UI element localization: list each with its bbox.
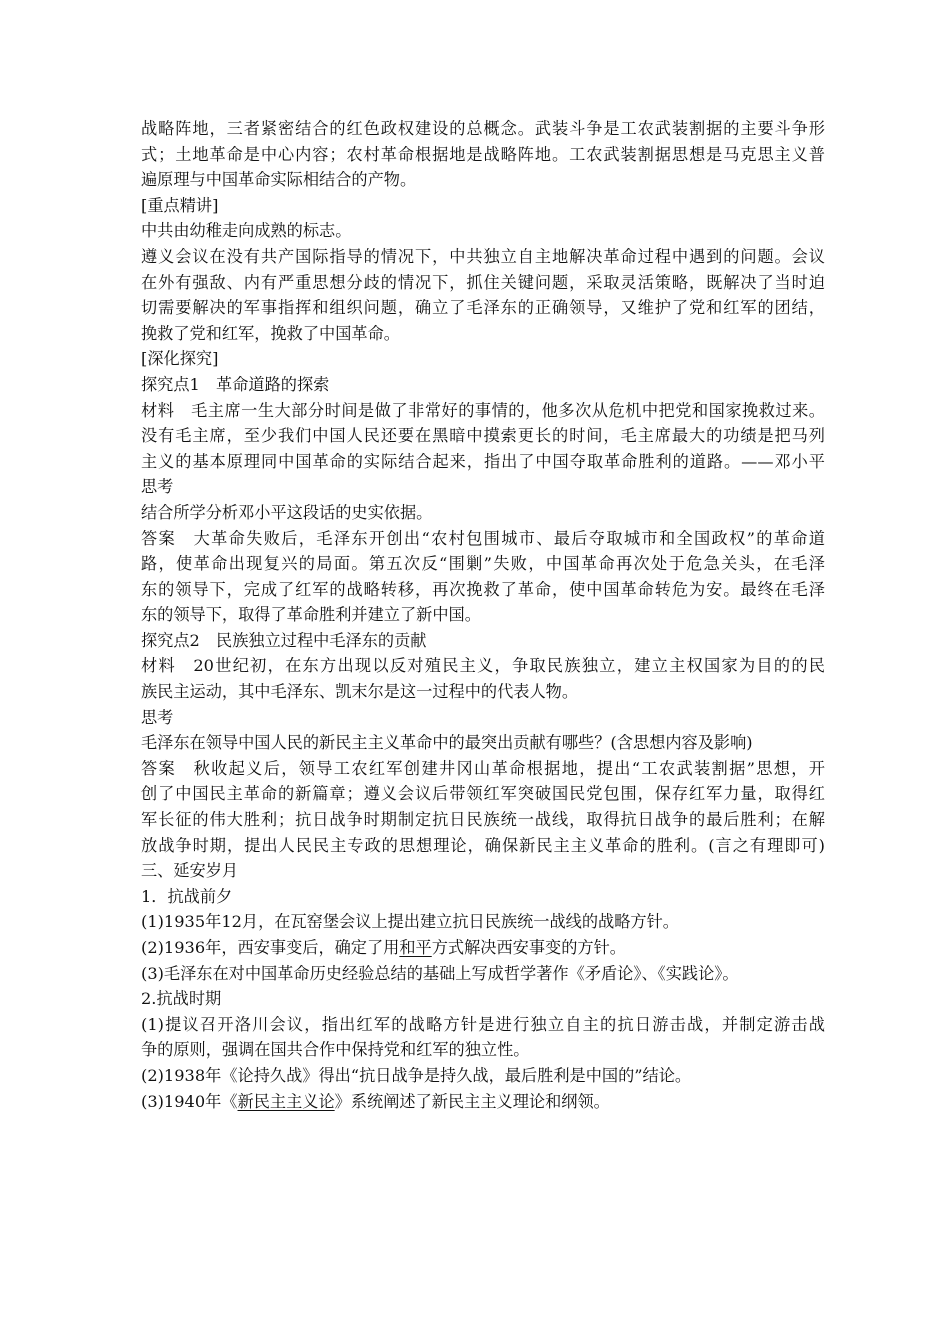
text-line: 争的原则，强调在国共合作中保持党和红军的独立性。 bbox=[141, 1040, 530, 1060]
text-line: 路，使革命出现复兴的局面。第五次反“围剿”失败，中国革命再次处于危急关头，在毛泽 bbox=[141, 554, 825, 574]
text-line: 主义的基本原理同中国革命的实际结合起来，指出了中国夺取革命胜利的道路。——邓小平 bbox=[141, 451, 825, 471]
text-line: 没有毛主席，至少我们中国人民还要在黑暗中摸索更长的时间，毛主席最大的功绩是把马列 bbox=[141, 426, 825, 446]
text-line: 族民主运动，其中毛泽东、凯末尔是这一过程中的代表人物。 bbox=[141, 682, 579, 702]
text-line: 战略阵地，三者紧密结合的红色政权建设的总概念。武装斗争是工农武装割据的主要斗争形 bbox=[141, 119, 825, 138]
text-line: 式；土地革命是中心内容；农村革命根据地是战略阵地。工农武装割据思想是马克思主义普 bbox=[141, 144, 825, 164]
underlined-term: 新民主主义论 bbox=[237, 1091, 335, 1111]
text-line: 材料 毛主席一生大部分时间是做了非常好的事情的，他多次从危机中把党和国家挽救过来。 bbox=[141, 400, 825, 420]
text-line: (1)1935年12月，在瓦窑堡会议上提出建立抗日民族统一战线的战略方针。 bbox=[141, 912, 679, 932]
text-line: (1)提议召开洛川会议，指出红军的战略方针是进行独立自主的抗日游击战，并制定游击战 bbox=[141, 1014, 825, 1034]
subsection-heading: 1．抗战前夕 bbox=[141, 886, 233, 906]
text-line: 挽救了党和红军，挽救了中国革命。 bbox=[141, 323, 400, 343]
text-line: 思考 bbox=[141, 477, 174, 497]
text-line bbox=[141, 1089, 825, 1115]
text-run: 方式解决西安事变的方针。 bbox=[431, 938, 626, 957]
text-line: 遍原理与中国革命实际相结合的产物。 bbox=[141, 170, 417, 190]
text-run: 》系统阐述了新民主主义理论和纲领。 bbox=[334, 1091, 610, 1111]
text-line: 毛泽东在领导中国人民的新民主主义革命中的最突出贡献有哪些？(含思想内容及影响) bbox=[141, 733, 753, 753]
text-line: 结合所学分析邓小平这段话的史实依据。 bbox=[141, 502, 433, 522]
text-line: 材料 20世纪初，在东方出现以反对殖民主义，争取民族独立，建立主权国家为目的的民 bbox=[141, 656, 825, 676]
subsection-heading: 探究点2 民族独立过程中毛泽东的贡献 bbox=[141, 630, 427, 650]
text-line: 遵义会议在没有共产国际指导的情况下，中共独立自主地解决革命过程中遇到的问题。会议 bbox=[141, 246, 825, 266]
text-line: 思考 bbox=[141, 707, 174, 727]
section-heading: [深化探究] bbox=[141, 349, 219, 369]
text-run: (2)1936年，西安事变后，确定了用 bbox=[141, 938, 400, 957]
subsection-heading: 探究点1 革命道路的探索 bbox=[141, 374, 330, 394]
text-line: 创了中国民主革命的新篇章；遵义会议后带领红军突破国民党包围，保存红军力量，取得红 bbox=[141, 784, 825, 804]
section-heading: 三、延安岁月 bbox=[141, 861, 239, 881]
text-line: 军长征的伟大胜利；抗日战争时期制定抗日民族统一战线，取得抗日战争的最后胜利；在解 bbox=[141, 810, 825, 830]
text-line: (2)1938年《论持久战》得出“抗日战争是持久战，最后胜利是中国的”结论。 bbox=[141, 1065, 692, 1085]
text-line: 切需要解决的军事指挥和组织问题，确立了毛泽东的正确领导，又维护了党和红军的团结， bbox=[141, 298, 825, 318]
text-line: 在外有强敌、内有严重思想分歧的情况下，抓住关键问题，采取灵活策略，既解决了当时迫 bbox=[141, 272, 825, 292]
text-line: 答案 秋收起义后，领导工农红军创建井冈山革命根据地，提出“工农武装割据”思想，开 bbox=[141, 758, 825, 778]
section-heading: [重点精讲] bbox=[141, 195, 219, 215]
text-run: (3)1940年《 bbox=[141, 1091, 238, 1111]
underlined-term: 和平 bbox=[399, 938, 432, 957]
text-line: 东的领导下，取得了革命胜利并建立了新中国。 bbox=[141, 605, 481, 625]
text-line: 中共由幼稚走向成熟的标志。 bbox=[141, 221, 352, 241]
text-line: 答案 大革命失败后，毛泽东开创出“农村包围城市、最后夺取城市和全国政权”的革命道 bbox=[141, 528, 825, 548]
text-line: 东的领导下，完成了红军的战略转移，再次挽救了革命，使中国革命转危为安。最终在毛泽 bbox=[141, 579, 825, 599]
subsection-heading: 2.抗战时期 bbox=[141, 989, 222, 1009]
text-line bbox=[141, 935, 825, 961]
document-page bbox=[141, 116, 825, 1114]
text-line: 放战争时期，提出人民民主专政的思想理论，确保新民主主义革命的胜利。(言之有理即可) bbox=[141, 835, 825, 855]
text-line: (3)毛泽东在对中国革命历史经验总结的基础上写成哲学著作《矛盾论》、《实践论》。 bbox=[141, 963, 739, 983]
